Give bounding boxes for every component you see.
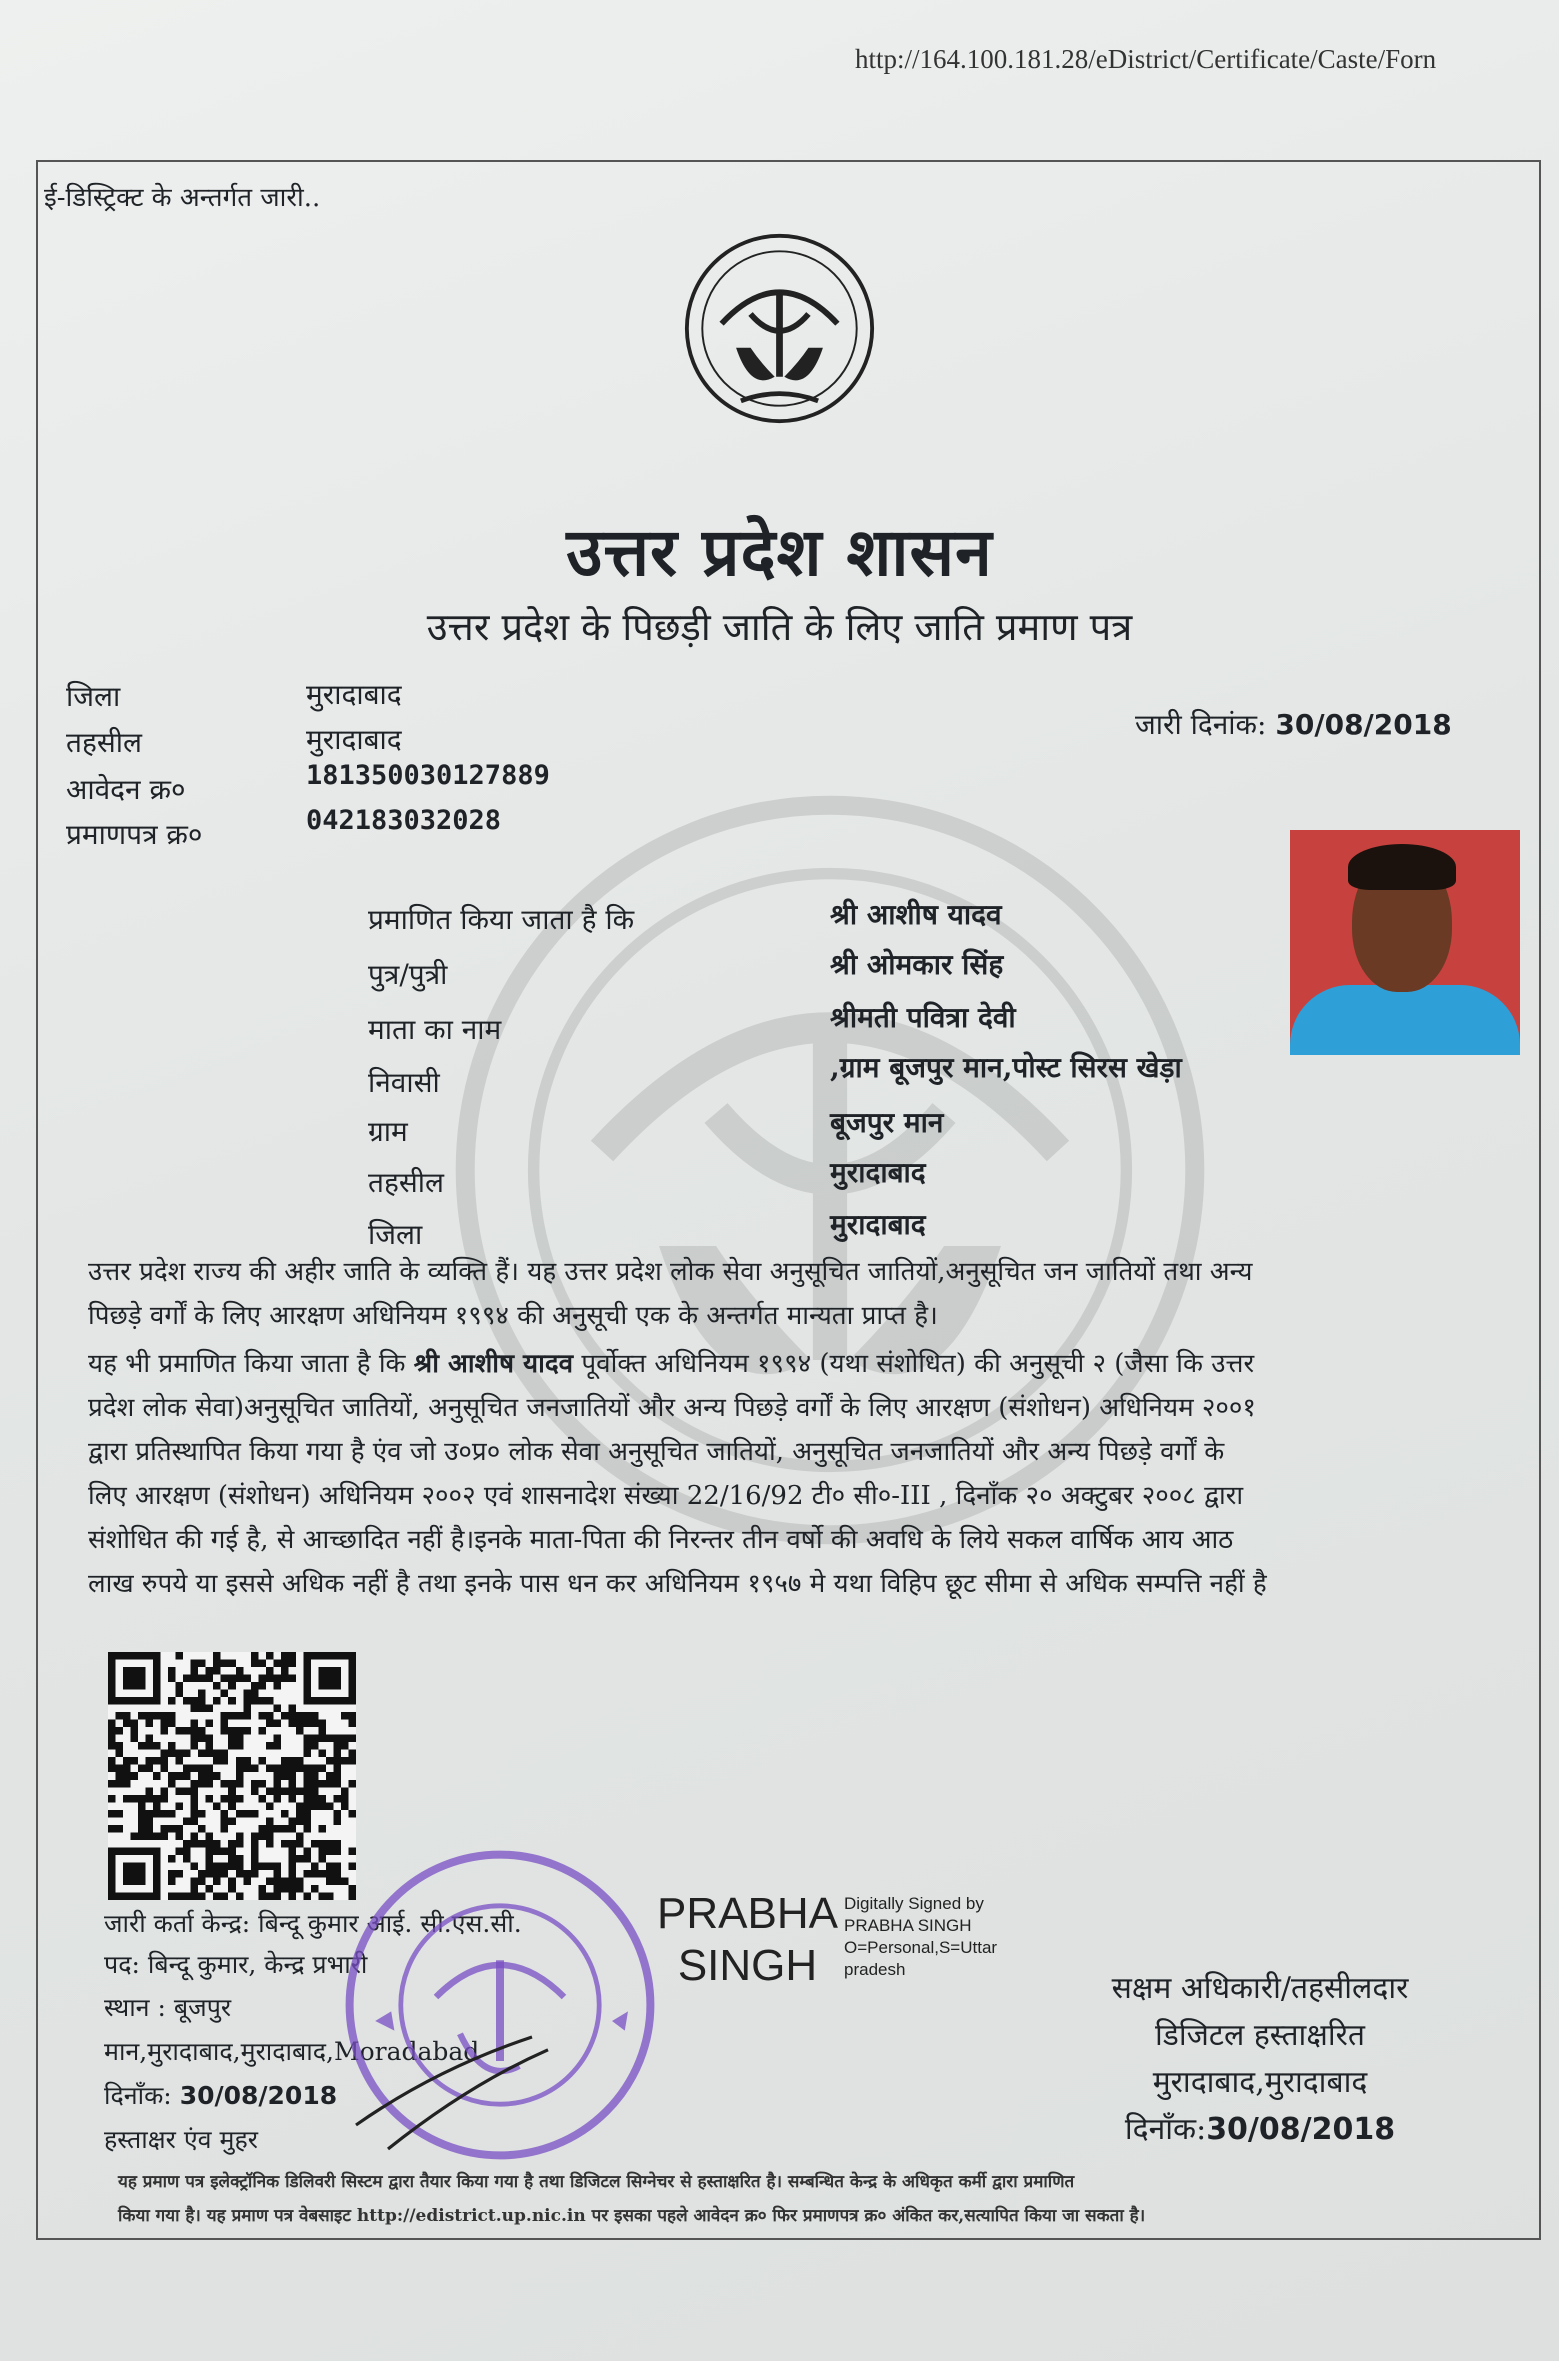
paragraph1-line: उत्तर प्रदेश राज्य की अहीर जाति के व्यक्ति हैं। यह उत्तर प्रदेश लोक सेवा अनुसूचित जातियों,अनुसूचित जन जातियों तथा अन्य <box>88 1257 1253 1287</box>
tehsil-value: मुरादाबाद <box>306 723 402 756</box>
issue-date-label: जारी दिनांक: <box>1135 708 1267 741</box>
footer-line: यह प्रमाण पत्र इलेक्ट्रॉनिक डिलिवरी सिस्टम द्वारा तैयार किया गया है तथा डिजिटल सिग्नेचर से हस्ताक्षरित है। सम्बन्धित केन्द्र के अधिकृत कर्मी द्वारा प्रमाणित <box>118 2172 1075 2192</box>
certificate-no-label: प्रमाणपत्र क्र० <box>66 818 203 851</box>
caste-declaration-paragraph <box>88 1250 1528 1338</box>
paragraph2-line1-rest: पूर्वोक्त अधिनियम १९९४ (यथा संशोधित) की अनुसूची २ (जैसा कि उत्तर <box>581 1349 1255 1379</box>
issuer-signature-label: हस्ताक्षर एंव मुहर <box>104 2125 258 2154</box>
field-value-district: मुरादाबाद <box>830 1208 926 1241</box>
qr-code-icon[interactable] <box>108 1652 356 1900</box>
photo-hair <box>1348 844 1456 890</box>
paragraph2-line: संशोधित की गई है, से आच्छादित नहीं है।इनके माता-पिता की निरन्तर तीन वर्षो की अवधि के लिये सकल वार्षिक आय आठ <box>88 1525 1234 1555</box>
authority-date <box>1080 2106 1440 2154</box>
field-label-son-daughter: पुत्र/पुत्री <box>368 958 448 991</box>
photo-shirt <box>1290 985 1520 1055</box>
paragraph1-line: पिछड़े वर्गों के लिए आरक्षण अधिनियम १९९४ की अनुसूची एक के अन्तर्गत मान्यता प्राप्त है। <box>88 1301 938 1331</box>
issuer-date <box>104 2078 337 2112</box>
issuer-address: मान,मुरादाबाद,मुरादाबाद,Moradabad <box>104 2037 480 2066</box>
official-seal-icon <box>340 1845 660 2165</box>
field-value-village: बूजपुर मान <box>830 1106 944 1139</box>
field-value-mother: श्रीमती पवित्रा देवी <box>830 1001 1016 1034</box>
authority-date-label: दिनाँक: <box>1124 2112 1207 2147</box>
paragraph2-prefix: यह भी प्रमाणित किया जाता है कि <box>88 1349 406 1379</box>
issuer-place: स्थान : बूजपुर <box>104 1993 232 2022</box>
field-label-resident: निवासी <box>368 1066 440 1099</box>
paragraph2-line: लाख रुपये या इससे अधिक नहीं है तथा इनके पास धन कर अधिनियम १९५७ मे यथा विहिप छूट सीमा से अधिक सम्पत्ति नहीं है <box>88 1569 1267 1599</box>
issuer-date-label: दिनाँक: <box>104 2081 172 2110</box>
field-value-resident: ,ग्राम बूजपुर मान,पोस्ट सिरस खेड़ा <box>830 1051 1182 1084</box>
certificate-no-value: 042183032028 <box>306 805 502 836</box>
authority-location: मुरादाबाद,मुरादाबाद <box>1152 2065 1368 2100</box>
applicant-photo <box>1290 830 1520 1055</box>
state-emblem-icon <box>683 232 876 425</box>
issuer-centre: जारी कर्ता केन्द्र: बिन्दू कुमार आई. सी.एस.सी. <box>104 1909 522 1938</box>
authority-designation: सक्षम अधिकारी/तहसीलदार <box>1111 1971 1409 2006</box>
district-label: जिला <box>66 680 121 713</box>
signature-meta-line: O=Personal,S=Uttar <box>844 1938 998 1957</box>
paragraph2-line <box>88 1342 1528 1386</box>
field-label-village: ग्राम <box>368 1115 408 1148</box>
issued-under-text: ई-डिस्ट्रिक्ट के अन्तर्गत जारी.. <box>44 183 321 213</box>
application-no-label: आवेदन क्र० <box>66 773 186 806</box>
url-bar: http://164.100.181.28/eDistrict/Certificate/Caste/Forn <box>855 44 1437 74</box>
signature-name-line1: PRABHA <box>657 1889 838 1938</box>
paragraph2-line: प्रदेश लोक सेवा)अनुसूचित जातियों, अनुसूचित जनजातियों और अन्य पिछड़े वर्गों के लिए आरक्षण (संशोधन) अधिनियम २००१ <box>88 1393 1256 1423</box>
application-no-value: 181350030127889 <box>306 760 550 791</box>
issue-date <box>1135 705 1452 743</box>
signature-meta-line: Digitally Signed by <box>844 1894 984 1913</box>
issue-date-value: 30/08/2018 <box>1275 708 1452 741</box>
field-label-tehsil: तहसील <box>368 1166 444 1199</box>
issuer-post: पद: बिन्दू कुमार, केन्द्र प्रभारी <box>104 1950 368 1979</box>
signature-name-line2: SINGH <box>677 1941 818 1990</box>
field-value-tehsil: मुरादाबाद <box>830 1156 926 1189</box>
footer-line: किया गया है। यह प्रमाण पत्र वेबसाइट http://edistrict.up.nic.in पर इसका पहले आवेदन क्र० फिर प्रमाणपत्र क्र० अंकित कर,सत्यापित किया जा सकता है। <box>118 2206 1146 2226</box>
paragraph2-line: लिए आरक्षण (संशोधन) अधिनियम २००२ एवं शासनादेश संख्या 22/16/92 टी० सी०-III , दिनाँक २० अक्टुबर २००८ द्वारा <box>88 1481 1244 1511</box>
government-title: उत्तर प्रदेश शासन <box>566 513 993 591</box>
paragraph2-name: श्री आशीष यादव <box>413 1349 574 1379</box>
district-value: मुरादाबाद <box>306 678 402 711</box>
field-label-district: जिला <box>368 1218 423 1251</box>
income-declaration-paragraph <box>88 1342 1528 1606</box>
digital-signature-name <box>645 1888 850 1992</box>
signature-meta-line: PRABHA SINGH <box>844 1916 972 1935</box>
authority-digital-signed: डिजिटल हस्ताक्षरित <box>1155 2018 1365 2053</box>
field-value-name: श्री आशीष यादव <box>830 898 1002 931</box>
verification-footer <box>118 2165 1513 2233</box>
digital-signature-details <box>844 1893 997 1981</box>
signature-meta-line: pradesh <box>844 1960 906 1979</box>
field-label-certified: प्रमाणित किया जाता है कि <box>368 903 635 936</box>
paragraph2-line: द्वारा प्रतिस्थापित किया गया है एंव जो उ०प्र० लोक सेवा अनुसूचित जातियों, अनुसूचित जनजातियों और अन्य पिछड़े वर्गों के <box>88 1437 1225 1467</box>
field-label-mother: माता का नाम <box>368 1013 502 1046</box>
tehsil-label: तहसील <box>66 726 142 759</box>
issuer-date-value: 30/08/2018 <box>179 2081 338 2110</box>
authority-date-value: 30/08/2018 <box>1206 2112 1396 2147</box>
certificate-title: उत्तर प्रदेश के पिछड़ी जाति के लिए जाति प्रमाण पत्र <box>426 605 1133 649</box>
field-value-father: श्री ओमकार सिंह <box>830 948 1004 981</box>
